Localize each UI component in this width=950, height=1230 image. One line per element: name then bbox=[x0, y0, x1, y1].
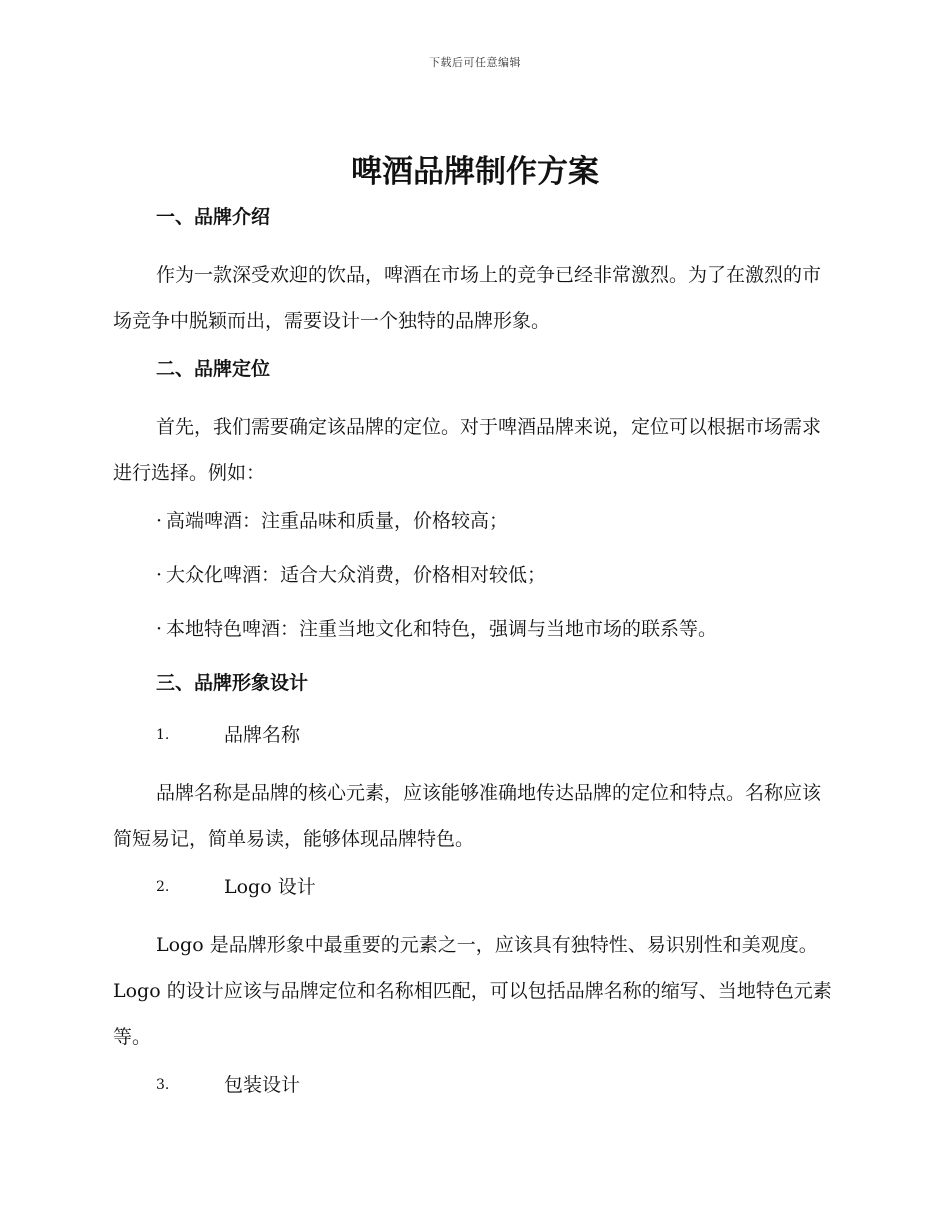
item-number: 3. bbox=[156, 1077, 170, 1093]
paragraph-brand-name: 品牌名称是品牌的核心元素，应该能够准确地传达品牌的定位和特点。名称应该简短易记，简单易读，能够体现品牌特色。 bbox=[113, 782, 822, 850]
header-note: 下载后可任意编辑 bbox=[429, 56, 521, 69]
document-body bbox=[113, 200, 837, 1120]
section-heading-brand-image-design: 三、品牌形象设计 bbox=[156, 672, 309, 694]
paragraph-brand-positioning: 首先，我们需要确定该品牌的定位。对于啤酒品牌来说，定位可以根据市场需求进行选择。例如： bbox=[113, 416, 822, 484]
bullet-text: 高端啤酒：注重品味和质量，价格较高； bbox=[166, 510, 509, 532]
bullet-dot-icon: · bbox=[156, 510, 163, 532]
document-title: 啤酒品牌制作方案 bbox=[351, 154, 599, 190]
bullet-item bbox=[113, 504, 837, 538]
item-number: 2. bbox=[156, 879, 170, 895]
section-heading-brand-positioning: 二、品牌定位 bbox=[156, 358, 271, 380]
bullet-item bbox=[113, 558, 837, 592]
item-label: 包装设计 bbox=[224, 1074, 301, 1096]
paragraph-brand-intro: 作为一款深受欢迎的饮品，啤酒在市场上的竞争已经非常激烈。为了在激烈的市场竞争中脱颖而出，需要设计一个独特的品牌形象。 bbox=[113, 264, 822, 332]
paragraph-logo-design: Logo 是品牌形象中最重要的元素之一，应该具有独特性、易识别性和美观度。Logo 的设计应该与品牌定位和名称相匹配，可以包括品牌名称的缩写、当地特色元素等。 bbox=[113, 934, 832, 1048]
numbered-item-logo-design bbox=[113, 870, 837, 904]
bullet-text: 大众化啤酒：适合大众消费，价格相对较低； bbox=[166, 564, 547, 586]
item-number: 1. bbox=[156, 727, 170, 743]
bullet-item bbox=[113, 612, 837, 646]
item-label: Logo 设计 bbox=[224, 876, 316, 898]
numbered-item-brand-name bbox=[113, 718, 837, 752]
numbered-item-packaging-design bbox=[113, 1068, 837, 1102]
bullet-text: 本地特色啤酒：注重当地文化和特色，强调与当地市场的联系等。 bbox=[166, 618, 718, 640]
bullet-dot-icon: · bbox=[156, 564, 163, 586]
item-label: 品牌名称 bbox=[224, 724, 301, 746]
bullet-dot-icon: · bbox=[156, 618, 163, 640]
section-heading-brand-intro: 一、品牌介绍 bbox=[156, 206, 271, 228]
